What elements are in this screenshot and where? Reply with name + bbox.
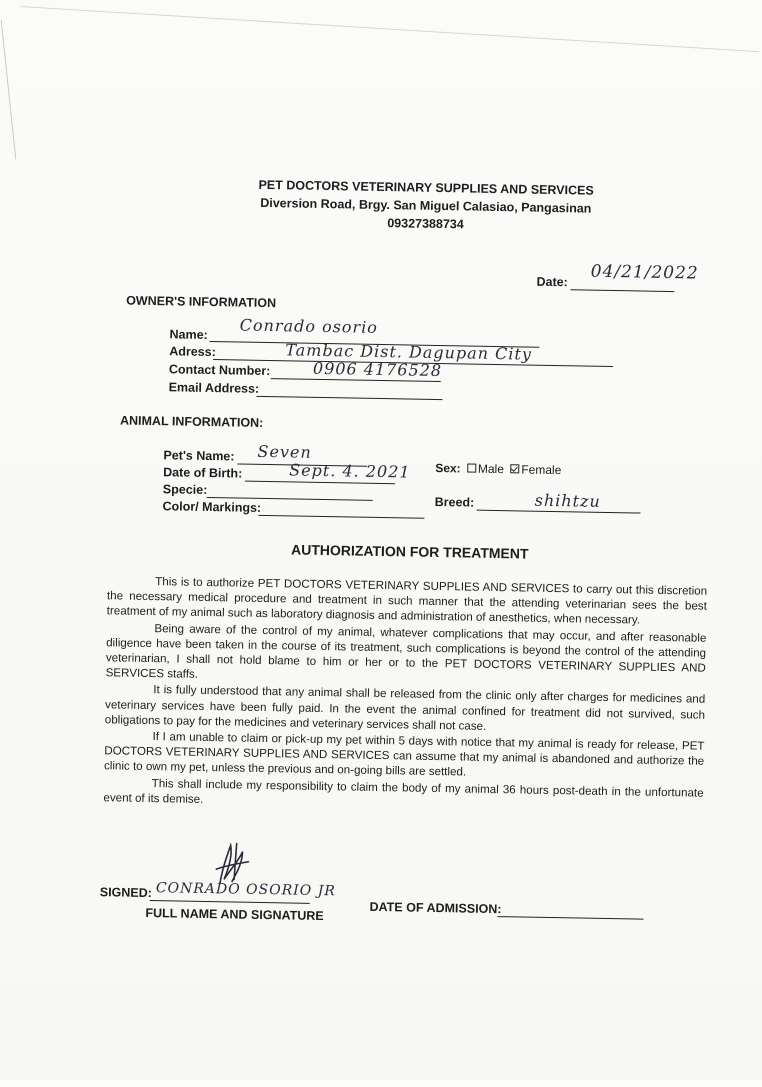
owner-email-line[interactable] (256, 396, 442, 400)
company-address: Diversion Road, Brgy. San Miguel Calasiao, Pangasinan (260, 195, 592, 216)
owner-contact-value[interactable]: 0906 4176528 (312, 358, 443, 381)
breed-value[interactable]: shihtzu (534, 490, 601, 511)
pet-name-label: Pet's Name: (163, 448, 235, 464)
dob-value[interactable]: Sept. 4. 2021 (289, 460, 411, 482)
owner-contact-label: Contact Number: (168, 362, 271, 379)
authorization-body (103, 573, 707, 816)
letterhead (195, 175, 656, 237)
owner-name-label: Name: (169, 327, 208, 342)
full-name-signature-label: FULL NAME AND SIGNATURE (145, 905, 324, 924)
admission-label: DATE OF ADMISSION: (369, 899, 502, 917)
sex-field (435, 461, 561, 477)
date-line (570, 289, 674, 292)
owner-name-value[interactable]: Conrado osorio (239, 315, 379, 337)
company-phone: 09327388734 (387, 216, 464, 232)
date-label: Date: (536, 274, 568, 290)
animal-section-title: ANIMAL INFORMATION: (119, 413, 264, 430)
dob-label: Date of Birth: (163, 465, 243, 481)
dob-line (245, 481, 395, 485)
owner-address-label: Adress: (169, 344, 216, 360)
color-line[interactable] (258, 515, 424, 519)
sex-female-label: Female (521, 462, 562, 478)
admission-line[interactable] (497, 916, 643, 920)
signed-line (150, 900, 310, 904)
color-label: Color/ Markings: (162, 499, 262, 515)
authorization-paragraph-4: If I am unable to claim or pick-up my pet within 5 days with notice that my animal is ready for release, PET DOCTORS VETERINARY SUPPLIES AND SERVICES can assume that my animal is abandoned and authorize the clinic to own my pet, unless the previous and on-going bills are settled. (103, 730, 705, 779)
sex-male-checkbox[interactable] (467, 464, 476, 473)
breed-label: Breed: (434, 494, 475, 510)
authorization-paragraph-3: It is fully understood that any animal shall be released from the clinic only after charges for medicines and veterinary services have been fully paid. In the event the animal confined for treatment did not survived, such obligations to pay for the medicines and veterinary services shall not case. (104, 683, 706, 733)
authorization-title: AUTHORIZATION FOR TREATMENT (290, 541, 529, 562)
owner-address-value[interactable]: Tambac Dist. Dagupan City (285, 340, 533, 364)
sex-female-checkbox[interactable] (510, 465, 519, 474)
date-value[interactable]: 04/21/2022 (590, 261, 699, 284)
signed-label: SIGNED: (99, 885, 153, 901)
company-name: PET DOCTORS VETERINARY SUPPLIES AND SERVICES (258, 177, 594, 198)
signed-value[interactable]: CONRADO OSORIO JR (155, 880, 336, 900)
sex-label: Sex: (435, 460, 461, 476)
owner-email-label: Email Address: (168, 380, 260, 396)
specie-label: Specie: (162, 482, 208, 497)
pet-name-value[interactable]: Seven (257, 441, 312, 462)
breed-line (477, 510, 641, 514)
authorization-paragraph-2: Being aware of the control of my animal, whatever complications that may occur, and after reasonable diligence have been taken in the course of its treatment, such complications is beyond the control of the attending veterinarian, I shall not hold blame to him or her or to the PET DOCTORS VETERINARY SUPPLIES AND SERVICES staffs. (105, 621, 707, 682)
authorization-paragraph-1: This is to authorize PET DOCTORS VETERINARY SUPPLIES AND SERVICES to carry out this discretion the necessary medical procedure and treatment in such manner that the attending veterinarian sees the best treatment of my animal such as laboratory diagnosis and administration of anesthetics, when necessary. (106, 575, 708, 627)
sex-male-label: Male (477, 461, 505, 477)
owner-section-title: OWNER'S INFORMATION (126, 293, 277, 311)
authorization-paragraph-5: This shall include my responsibility to claim the body of my animal 36 hours post-death in the unfortunate event of its demise. (103, 776, 704, 806)
